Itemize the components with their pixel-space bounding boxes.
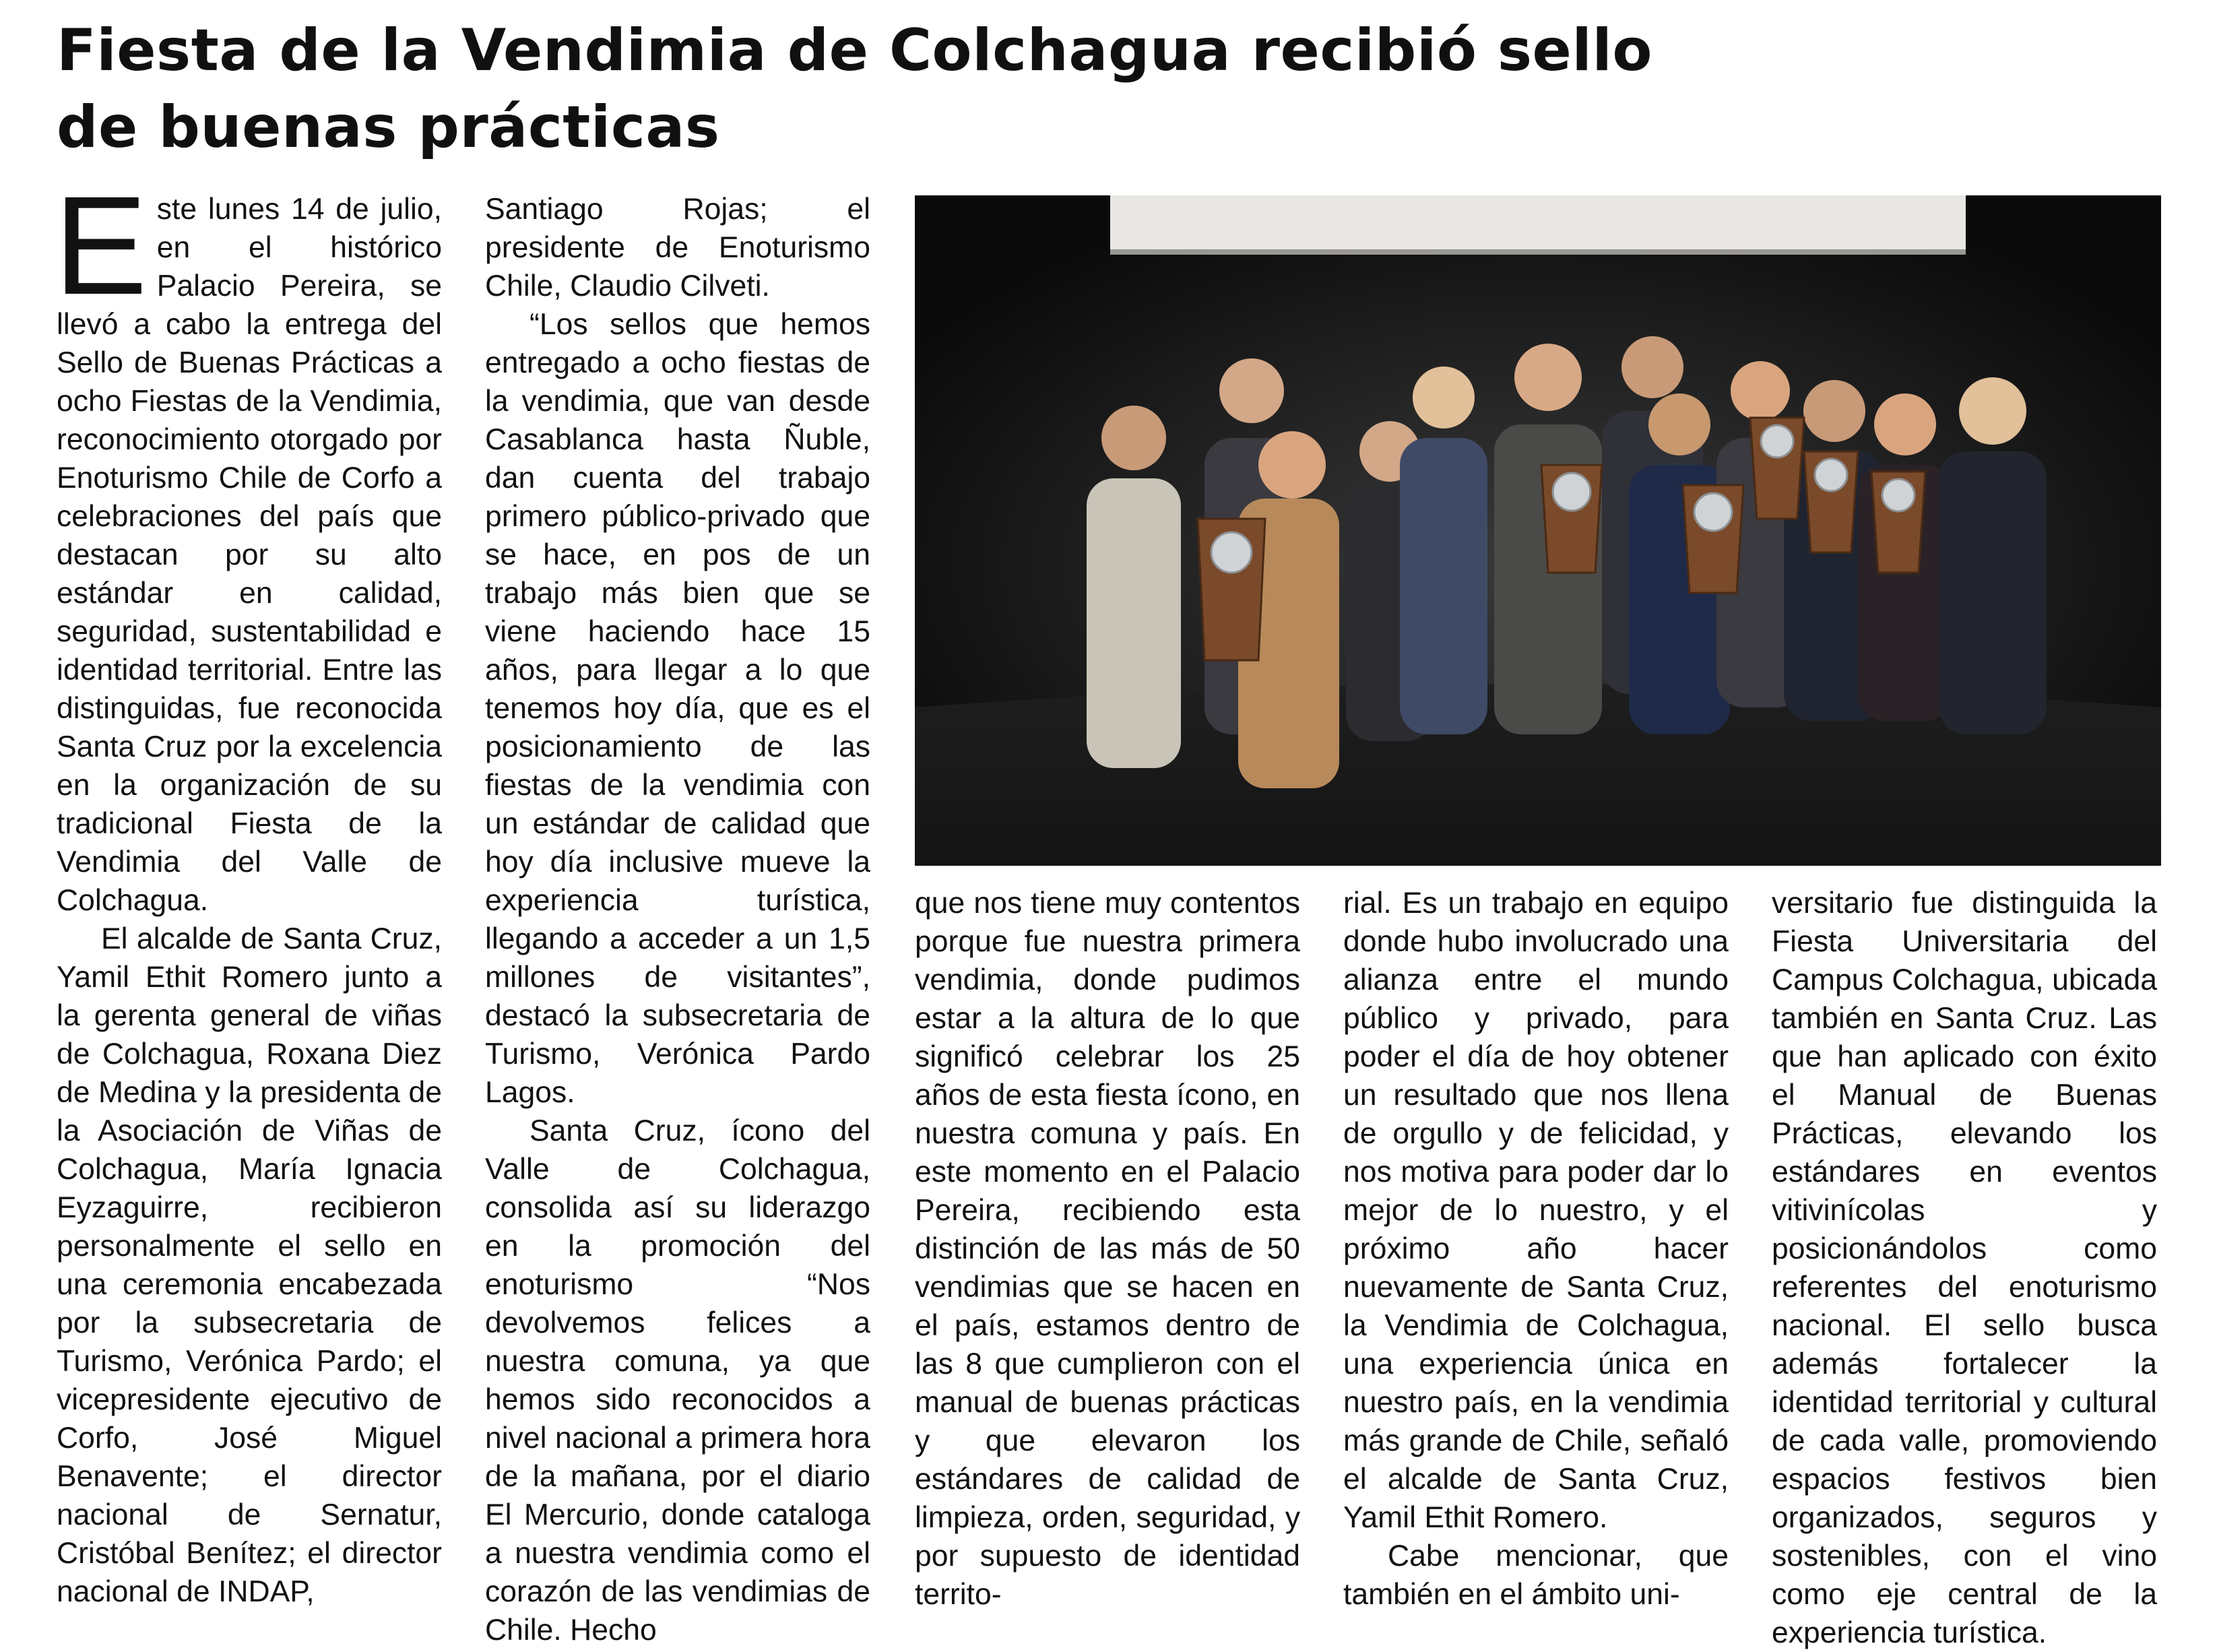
article-column-2 [485, 190, 870, 1649]
ceremony-photo [915, 195, 2161, 866]
paragraph-8: Cabe mencionar, que también en el ámbito uni- [1343, 1539, 1729, 1611]
paragraph-5: Santa Cruz, ícono del Valle de Colchagua, consolida así su liderazgo en la promoción del enoturismo “Nos devolvemos felices a nuestra comuna, ya que hemos sido reconocidos a nivel nacional a primera hora de la mañana, por el diario El Mercurio, donde cataloga a nuestra vendimia como el corazón de las vendimias de Chile. Hecho [485, 1114, 870, 1647]
article-column-3 [915, 884, 1300, 1612]
headline-line-2: de buenas prácticas [57, 94, 720, 161]
ceremony-photo-illustration [915, 195, 2161, 866]
article-column-5 [1772, 884, 2157, 1649]
paragraph-3: Santiago Rojas; el presidente de Enoturismo Chile, Claudio Cilveti. [485, 193, 870, 303]
paragraph-7: rial. Es un trabajo en equipo donde hubo involucrado una alianza entre el mundo público y privado, para poder el día de hoy obtener un resultado que nos llena de orgullo y de felicidad, y nos motiva para poder dar lo mejor de lo nuestro, y el próximo año hacer nuevamente de Santa Cruz, la Vendimia de Colchagua, una experiencia única en nuestro país, en la vendimia más grande de Chile, señaló el alcalde de Santa Cruz, Yamil Ethit Romero. [1343, 887, 1729, 1534]
paragraph-1-text: ste lunes 14 de julio, en el histórico Palacio Pereira, se llevó a cabo la entrega del Sello de Buenas Prácticas a ocho Fiestas de la Vendimia, reconocimiento otorgado por Enoturismo Chile de Corfo a celebraciones del país que destacan por su alto estándar en calidad, seguridad, sustentabilidad e identidad territorial. Entre las distinguidas, fue reconocida Santa Cruz por la excelencia en la organización de su tradicional Fiesta de la Vendimia del Valle de Colchagua. [57, 193, 442, 917]
paragraph-1 [54, 168, 442, 920]
article-headline [57, 12, 1808, 166]
headline-line-1: Fiesta de la Vendimia de Colchagua recibió sello [57, 17, 1652, 84]
article-column-1 [54, 168, 442, 1612]
drop-cap: E [54, 168, 148, 324]
paragraph-4: “Los sellos que hemos entregado a ocho fiestas de la vendimia, que van desde Casablanca hasta Ñuble, dan cuenta del trabajo primero público-privado que se hace, en pos de un trabajo más bien que se viene haciendo hace 15 años, para llegar a lo que tenemos hoy día, que es el posicionamiento de las fiestas de la vendimia con un estándar de calidad que hoy día inclusive mueve la experiencia turística, llegando a acceder a un 1,5 millones de visitantes”, destacó la subsecretaria de Turismo, Verónica Pardo Lagos. [485, 308, 870, 1109]
article-column-4 [1343, 884, 1729, 1612]
paragraph-9: versitario fue distinguida la Fiesta Universitaria del Campus Colchagua, ubicada también en Santa Cruz. Las que han aplicado con éxito el Manual de Buenas Prácticas, elevando los estándares en eventos vitivinícolas y posicionándolos como referentes del enoturismo nacional. El sello busca además fortalecer la identidad territorial y cultural de cada valle, promoviendo espacios festivos bien organizados, seguros y sostenibles, con el vino como eje central de la experiencia turística. [1772, 887, 2157, 1649]
paragraph-2: El alcalde de Santa Cruz, Yamil Ethit Romero junto a la gerenta general de viñas de Colchagua, Roxana Diez de Medina y la presidenta de la Asociación de Viñas de Colchagua, María Ignacia Eyzaguirre, recibieron personalmente el sello en una ceremonia encabezada por la subsecretaria de Turismo, Verónica Pardo; el vicepresidente ejecutivo de Corfo, José Miguel Benavente; el director nacional de Sernatur, Cristóbal Benítez; el director nacional de INDAP, [57, 922, 442, 1608]
paragraph-6: que nos tiene muy contentos porque fue nuestra primera vendimia, donde pudimos estar a la altura de lo que significó celebrar los 25 años de esta fiesta ícono, en nuestra comuna y país. En este momento en el Palacio Pereira, recibiendo esta distinción de las más de 50 vendimias que se hacen en el país, estamos dentro de las 8 que cumplieron con el manual de buenas prácticas y que elevaron los estándares de calidad de limpieza, orden, seguridad, y por supuesto de identidad territo- [915, 887, 1300, 1611]
